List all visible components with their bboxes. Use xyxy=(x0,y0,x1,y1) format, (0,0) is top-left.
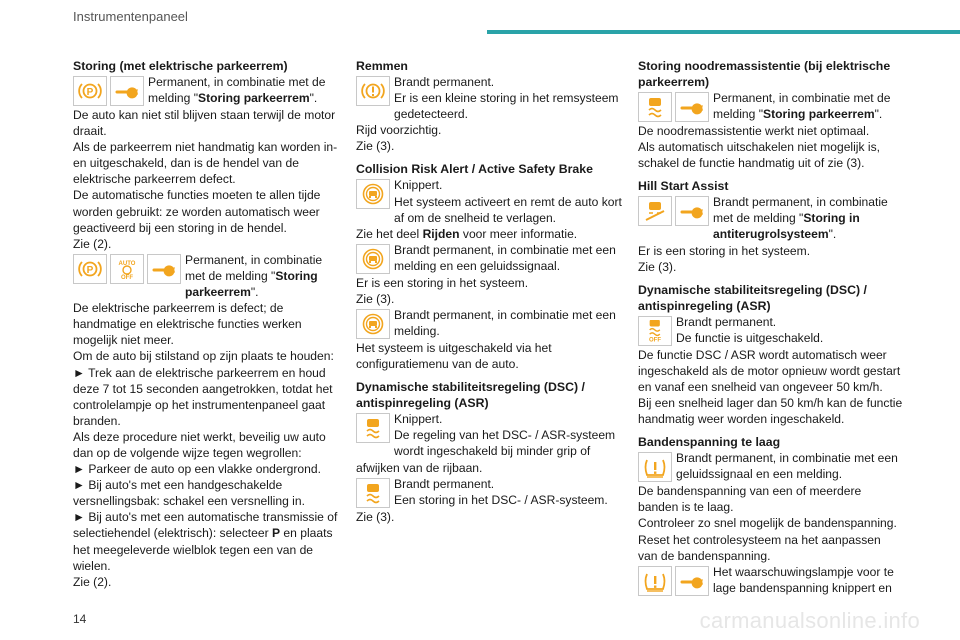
auto-off-icon xyxy=(110,254,144,284)
heading-hill-start: Hill Start Assist xyxy=(638,179,729,194)
entry-text: De functie is uitgeschakeld. xyxy=(676,330,824,345)
skid-control-icon xyxy=(356,413,390,443)
auto-label: AUTO xyxy=(118,260,136,267)
paragraph-text: Zie het deel xyxy=(356,226,423,241)
entry-text-end: ". xyxy=(250,285,259,300)
entry-text: Brandt permanent, in combinatie met een geluidssignaal en een melding. xyxy=(676,451,898,482)
watermark: carmanualsonline.info xyxy=(699,608,920,633)
paragraph: Er is een storing in het systeem. xyxy=(356,275,529,290)
hill-start-icon xyxy=(638,196,672,226)
entry-hill-start xyxy=(638,194,903,242)
parking-brake-fault-icon xyxy=(73,254,107,284)
running-header: Instrumentenpaneel xyxy=(73,9,188,24)
paragraph: Controleer zo snel mogelijk de bandenspanning. xyxy=(638,516,897,531)
icon-group xyxy=(73,76,144,106)
paragraph: De functie DSC / ASR wordt automatisch weer ingeschakeld als de motor opnieuw wordt gestart en vanaf een snelheid van ongeveer 50 km/h. xyxy=(638,347,901,394)
icon-group xyxy=(356,478,390,508)
entry-text-end: ". xyxy=(309,91,318,106)
paragraph: De auto kan niet stil blijven staan terwijl de motor draait. xyxy=(73,108,336,139)
entry-noodrem xyxy=(638,90,903,123)
entry-text: Een storing in het DSC- / ASR-systeem. xyxy=(394,492,608,507)
collision-alert-icon xyxy=(356,244,390,274)
entry-text: Permanent, in combinatie met de melding " xyxy=(713,91,891,122)
bullet-item: ► Parkeer de auto op een vlakke ondergrond. xyxy=(73,462,321,477)
service-wrench-icon xyxy=(675,92,709,122)
brake-warning-icon xyxy=(356,76,390,106)
entry-text: Brandt permanent. xyxy=(676,314,777,329)
paragraph: Zie (3). xyxy=(638,259,677,274)
message-text: Storing parkeerrem xyxy=(185,268,318,300)
paragraph: Om de auto bij stilstand op zijn plaats te houden: xyxy=(73,349,334,364)
paragraph: De elektrische parkeerrem is defect; de handmatige en elektrische functies werken mogelijk niet meer. xyxy=(73,301,302,348)
entry-text: Brandt permanent. xyxy=(394,476,495,491)
paragraph xyxy=(356,226,622,242)
tyre-pressure-icon xyxy=(638,452,672,482)
column-middle xyxy=(356,58,622,525)
paragraph: Zie (3). xyxy=(356,139,395,154)
entry-text-end: ". xyxy=(828,227,837,242)
icon-group xyxy=(638,452,672,482)
entry-storing-parkeerrem-1 xyxy=(73,74,338,107)
paragraph: Zie (2). xyxy=(73,236,112,251)
tyre-pressure-icon xyxy=(638,566,672,596)
entry-collision-2 xyxy=(356,242,622,275)
heading-storing-parkeerrem: Storing (met elektrische parkeerrem) xyxy=(73,59,288,73)
heading-dsc-asr-off: Dynamische stabiliteitsregeling (DSC) / antispinregeling (ASR) xyxy=(638,282,867,313)
off-label: OFF xyxy=(121,274,133,280)
collision-alert-icon xyxy=(356,179,390,209)
icon-group xyxy=(638,92,709,122)
bullet-item xyxy=(73,509,338,573)
entry-text: Knippert. xyxy=(394,178,443,193)
entry-text: Het systeem activeert en remt de auto kort af om de snelheid te verlagen. xyxy=(394,194,622,225)
paragraph: De noodremassistentie werkt niet optimaal. xyxy=(638,124,870,138)
entry-banden-1 xyxy=(638,450,903,483)
entry-storing-parkeerrem-2 xyxy=(73,252,338,300)
paragraph-text-end: voor meer informatie. xyxy=(459,226,578,241)
entry-text: Brandt permanent. xyxy=(394,75,495,89)
parking-brake-fault-icon xyxy=(73,76,107,106)
paragraph: Rijd voorzichtig. xyxy=(356,123,442,138)
entry-remmen xyxy=(356,74,622,122)
bullet-text-end: en plaats het meegeleverde wielblok tegen een van de wielen. xyxy=(73,526,333,573)
paragraph: Zie (3). xyxy=(356,509,395,524)
icon-group xyxy=(356,309,390,339)
icon-group xyxy=(356,76,390,106)
column-right xyxy=(638,58,903,597)
icon-group xyxy=(356,413,390,443)
bullet-text: ► Bij auto's met een automatische transmissie of selectiehendel (elektrisch): selecteer xyxy=(73,510,338,541)
entry-text: Permanent, in combinatie met de melding " xyxy=(148,75,326,106)
heading-noodremassistentie: Storing noodremassistentie (bij elektrische parkeerrem) xyxy=(638,59,891,89)
icon-group xyxy=(73,254,181,284)
entry-collision-1 xyxy=(356,177,622,225)
icon-group xyxy=(638,196,709,226)
entry-text: Permanent, in combinatie met de melding " xyxy=(185,252,323,283)
accent-bar xyxy=(487,30,960,34)
icon-group xyxy=(356,179,390,209)
skid-control-icon xyxy=(356,478,390,508)
paragraph: Bij een snelheid lager dan 50 km/h kan de functie handmatig weer worden ingeschakeld. xyxy=(638,396,903,427)
service-wrench-icon xyxy=(147,254,181,284)
paragraph: Reset het controlesysteem na het aanpassen van de bandenspanning. xyxy=(638,532,881,563)
service-wrench-icon xyxy=(675,196,709,226)
paragraph: Het systeem is uitgeschakeld via het configuratiemenu van de auto. xyxy=(356,341,552,372)
service-wrench-icon xyxy=(675,566,709,596)
paragraph: Als automatisch uitschakelen niet mogelijk is, schakel de functie handmatig uit of zie (3). xyxy=(638,140,880,171)
column-left xyxy=(73,58,338,590)
entry-dsc-1 xyxy=(356,411,622,475)
message-text: Storing in antiterugrolsysteem xyxy=(713,211,860,242)
entry-dsc-off xyxy=(638,314,903,347)
icon-group xyxy=(356,244,390,274)
entry-text-end: ". xyxy=(874,107,883,122)
paragraph: Als deze procedure niet werkt, beveilig uw auto dan op de volgende wijze tegen wegrollen: xyxy=(73,429,326,460)
skid-control-icon xyxy=(638,92,672,122)
entry-text: Brandt permanent, in combinatie met een melding en een geluidssignaal. xyxy=(394,242,616,273)
bullet-item: ► Trek aan de elektrische parkeerrem en houd deze 7 tot 15 seconden aangetrokken, totdat het controlelampje op het instrumentenpaneel gaat branden. xyxy=(73,365,333,428)
collision-alert-icon xyxy=(356,309,390,339)
entry-dsc-2 xyxy=(356,476,622,509)
heading-collision-risk: Collision Risk Alert / Active Safety Brake xyxy=(356,162,593,177)
entry-text: Er is een kleine storing in het remsysteem gedetecteerd. xyxy=(394,91,619,122)
paragraph: Zie (3). xyxy=(356,291,395,306)
entry-text: Het waarschuwingslampje voor te lage bandenspanning knippert en xyxy=(713,564,894,595)
entry-text: Brandt permanent, in combinatie met een melding. xyxy=(394,308,616,339)
paragraph: De bandenspanning van een of meerdere banden is te laag. xyxy=(638,484,862,515)
heading-dsc-asr: Dynamische stabiliteitsregeling (DSC) / antispinregeling (ASR) xyxy=(356,380,585,411)
message-text: Storing parkeerrem xyxy=(763,107,875,122)
off-label: OFF xyxy=(649,337,661,342)
skid-control-off-icon xyxy=(638,316,672,346)
heading-remmen: Remmen xyxy=(356,59,408,73)
message-text: Storing parkeerrem xyxy=(198,91,310,106)
entry-text: De regeling van het DSC- / ASR-systeem wordt ingeschakeld bij minder grip of afwijken van de rijbaan. xyxy=(356,428,616,475)
paragraph: Er is een storing in het systeem. xyxy=(638,243,811,258)
heading-bandenspanning: Bandenspanning te laag xyxy=(638,435,781,450)
entry-text: Knippert. xyxy=(394,412,443,427)
paragraph: De automatische functies moeten te allen tijde worden gebruikt: ze worden automatisch weer geactiveerd bij een storing in de hendel. xyxy=(73,188,321,235)
service-wrench-icon xyxy=(110,76,144,106)
bullet-item: ► Bij auto's met een handgeschakelde versnellingsbak: schakel een versnelling in. xyxy=(73,478,305,509)
entry-banden-2 xyxy=(638,564,903,597)
paragraph: Als de parkeerrem niet handmatig kan worden in- en uitgeschakeld, dan is de hendel van de elektrische parkeerrem defect. xyxy=(73,140,338,187)
entry-text: Brandt permanent, in combinatie met de melding " xyxy=(713,195,888,226)
icon-group xyxy=(638,316,672,346)
entry-collision-3 xyxy=(356,307,622,340)
section-ref: Rijden xyxy=(422,226,460,241)
paragraph: Zie (2). xyxy=(73,574,112,589)
gear-p-text: P xyxy=(271,526,281,541)
icon-group xyxy=(638,566,709,596)
page-number: 14 xyxy=(73,612,87,626)
